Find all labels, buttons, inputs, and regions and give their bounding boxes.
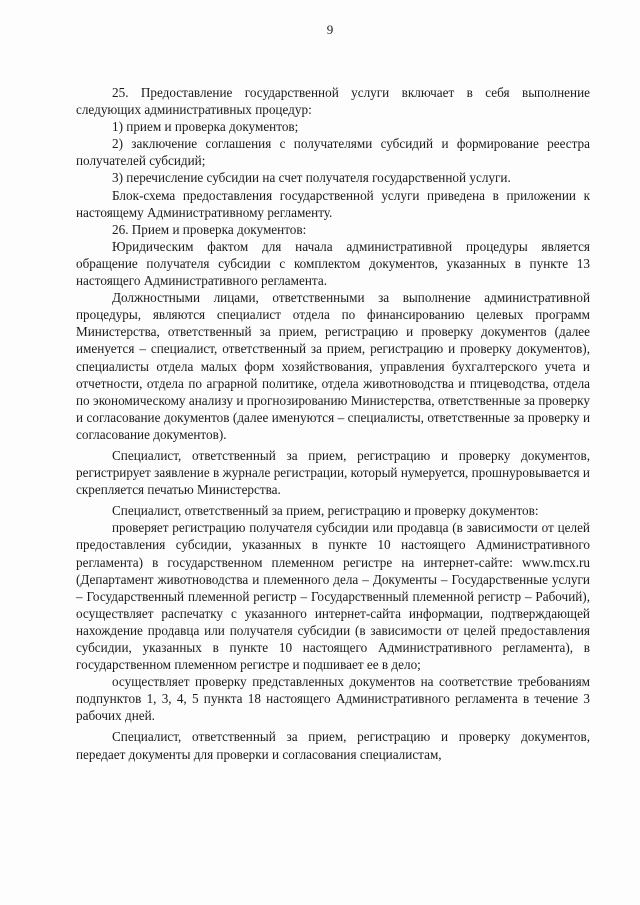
list-item: 1) прием и проверка документов;: [112, 119, 299, 135]
paragraph-transfers: Специалист, ответственный за прием, регистрацию и проверку документов, передает документы для проверки и согласования специалистам,: [76, 729, 590, 762]
list-item: 2) заключение соглашения с получателями субсидий и формирование реестра получателей субсидий;: [76, 136, 590, 169]
paragraph-checks-registration: проверяет регистрацию получателя субсидии или продавца (в зависимости от целей предоставления субсидии, указанных в пункте 10 настоящего Административного регламента) в государственном племенном регистре на интернет-сайте: www.mcx.ru (Департамент животноводства и племенного дела – Документы – Государственные услуги – Государственный племенной регистр – Государственный племенной регистр – Рабочий), осуществляет распечатку с указанного интернет-сайта информации, подтверждающей нахождение продавца или получателя субсидии (в зависимости от целей предоставления субсидии, указанных в пункте 10 настоящего Административного регламента), в государственном племенном регистре и подшивает ее в дело;: [76, 520, 590, 673]
document-body: [76, 84, 590, 763]
page-number: 9: [326, 22, 334, 37]
paragraph-officials: Должностными лицами, ответственными за выполнение административной процедуры, являются специалист отдела по финансированию целевых программ Министерства, ответственный за прием, регистрацию и проверку документов (далее именуется – специалист, ответственный за прием, регистрацию и проверку документов), специалисты отдела малых форм хозяйствования, управления бухгалтерского учета и отчетности, отдела по аграрной политике, отдела животноводства и птицеводства, отдела по экономическому анализу и прогнозированию Министерства, ответственные за проверку и согласование документов (далее именуются – специалисты, ответственные за проверку и согласование документов).: [76, 290, 590, 442]
list-item: 3) перечисление субсидии на счет получателя государственной услуги.: [112, 170, 511, 186]
paragraph-legal-fact: Юридическим фактом для начала административной процедуры является обращение получателя субсидии с комплектом документов, указанных в пункте 13 настоящего Административного регламента.: [76, 238, 590, 289]
paragraph-specialist-docs: Специалист, ответственный за прием, регистрацию и проверку документов:: [112, 503, 539, 519]
paragraph-26-title: 26. Прием и проверка документов:: [112, 221, 307, 237]
paragraph-checks-docs: осуществляет проверку представленных документов на соответствие требованиям подпунктов 1, 3, 4, 5 пункта 18 настоящего Административного регламента в течение 3 рабочих дней.: [76, 674, 590, 724]
paragraph-registers: Специалист, ответственный за прием, регистрацию и проверку документов, регистрирует заявление в журнале регистрации, который нумеруется, прошнуровывается и скрепляется печатью Министерства.: [76, 447, 590, 498]
paragraph-block-scheme: Блок-схема предоставления государственной услуги приведена в приложении к настоящему Административному регламенту.: [76, 187, 590, 220]
paragraph-25-intro: 25. Предоставление государственной услуги включает в себя выполнение следующих административных процедур:: [76, 85, 590, 118]
